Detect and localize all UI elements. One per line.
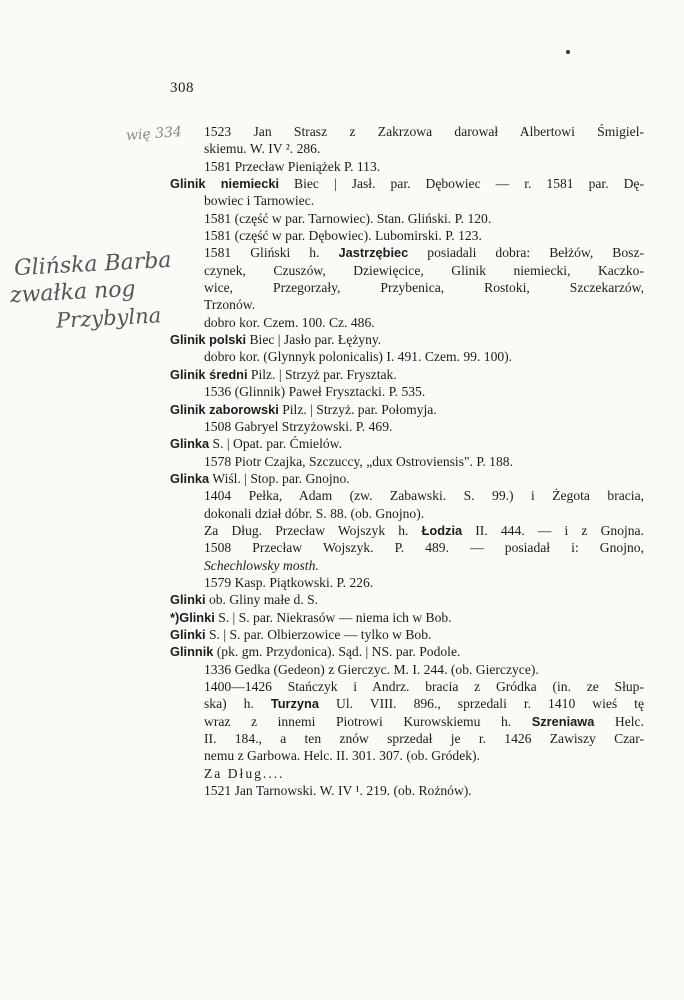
place-name: Glinki [170,626,206,642]
place-entry [170,591,644,608]
record-entry [170,678,644,765]
coat-of-arms: Turzyna [270,696,319,712]
text-line: (pk. gm. Przydonica). Sąd. | NS. par. Podole. [213,644,461,660]
text-line: bowiec i Tarnowiec. [204,193,315,209]
place-name: Glinik polski [170,332,247,348]
text-line: Pilz. | Strzyż par. Frysztak. [247,366,397,382]
text-line: S. | S. par. Olbierzowice — tylko w Bob. [205,626,432,642]
text-line: 1581 (część w par. Tarnowiec). Stan. Gliński. P. 120. [204,210,492,226]
place-name: Glinik średni [170,366,248,382]
record-entry [170,244,644,313]
record-entry [170,418,644,435]
place-entry [170,609,644,626]
coat-of-arms: Łodzia [421,522,463,538]
place-entry [170,470,644,487]
italic-quote: Schechlowsky mosth. [204,557,319,573]
place-entry [170,401,644,418]
ink-dot [566,50,570,54]
text-line: 1400—1426 Stańczyk i Andrz. bracia z Gródka (in. ze Słup- [204,679,644,694]
text-line: wice, Przegorzały, Przybenica, Rostoki, Szczekarzów, [204,280,644,296]
text-line: nemu z Garbowa. Helc. II. 301. 307. (ob. Gródek). [204,748,480,764]
place-entry [170,643,644,660]
text-line: Biec | Jasło par. Łężyny. [246,332,382,348]
text-line: dokonali dział dóbr. S. 88. (ob. Gnojno). [204,505,425,521]
place-name: Glinik niemiecki [170,176,280,192]
record-entry [170,487,644,522]
record-entry [170,661,644,678]
record-entry [170,227,644,244]
text-line: Pilz. | Strzyż. par. Połomyja. [278,401,437,417]
record-entry [170,210,644,227]
text-fragment: Ul. VIII. 896., sprzedali r. 1410 wieś tę [319,696,644,712]
text-line: II. 184., a ten znów sprzedał je r. 1426 Zawiszy Czar- [204,731,644,747]
text-line: 1581 Przecław Pieniążek P. 113. [204,158,381,174]
text-line: Trzonów. [204,297,256,313]
record-entry [170,453,644,470]
text-line: S. | S. par. Niekrasów — niema ich w Bob. [214,609,452,625]
place-name: Glinka [170,470,210,486]
record-entry [170,782,644,799]
text-fragment: II. 444. — i z Gnojna. [462,522,644,538]
text-fragment: wraz z innemi Piotrowi Kurowskiemu h. [204,713,532,729]
text-line: dobro kor. (Glynnyk polonicalis) I. 491. Czem. 99. 100). [204,349,513,365]
text-fragment: ska) h. [204,696,271,712]
record-entry [170,539,644,574]
text-line: Wiśl. | Stop. par. Gnojno. [209,470,350,486]
text-line: 1523 Jan Strasz z Zakrzowa darował Albertowi Śmigiel- [204,124,644,139]
margin-note-handwritten: zwałka nog [9,276,137,309]
text-line: 1536 (Glinnik) Paweł Frysztacki. P. 535. [204,384,426,400]
place-entry [170,435,644,452]
place-entry [170,331,644,348]
place-name: Glinki [170,592,206,608]
text-line: Biec | Jasł. par. Dębowiec — r. 1581 par. Dę- [279,176,644,192]
record-entry [170,158,644,175]
text-line: czynek, Czuszów, Dziewięcice, Glinik niemiecki, Kaczko- [204,262,644,278]
margin-note-handwritten: Glińska Barba [13,247,173,282]
text-line: skiemu. W. IV ². 286. [204,141,321,157]
text-line: 1336 Gedka (Gedeon) z Gierczyc. M. I. 244. (ob. Gierczyce). [204,661,539,677]
record-entry [170,383,644,400]
text-line: 1508 Gabryel Strzyżowski. P. 469. [204,418,393,434]
place-name: Glinnik [170,644,214,660]
place-entry [170,626,644,643]
page-number: 308 [170,80,194,96]
margin-note-pencil: wię 334 [125,124,183,144]
place-name: *)Glinki [170,609,215,625]
place-name: Glinka [170,436,210,452]
text-line: Za Dług.... [204,765,285,781]
coat-of-arms: Jastrzębiec [338,245,409,261]
place-entry [170,175,644,210]
record-entry [170,522,644,539]
text-line: 1404 Pełka, Adam (zw. Zabawski. S. 99.) i Żegota bracia, [204,488,644,504]
text-fragment: 1581 Gliński h. [204,245,339,261]
record-entry [170,765,644,782]
text-line: 1579 Kasp. Piątkowski. P. 226. [204,574,374,590]
text-line: 1581 (część w par. Dębowiec). Lubomirski. P. 123. [204,228,482,244]
record-entry [170,348,644,365]
place-name: Glinik zaborowski [170,401,279,417]
text-line: dobro kor. Czem. 100. Cz. 486. [204,314,375,330]
text-line: S. | Opat. par. Ćmielów. [209,436,342,452]
text-fragment: Za Dług. Przecław Wojszyk h. [204,522,422,538]
text-line: 1521 Jan Tarnowski. W. IV ¹. 219. (ob. Rożnów). [204,783,472,799]
gazetteer-text [170,123,644,799]
text-line: ob. Gliny małe d. S. [205,592,319,608]
record-entry [170,574,644,591]
text-line: 1578 Piotr Czajka, Szczuccy, „dux Ostroviensis". P. 188. [204,453,513,469]
coat-of-arms: Szreniawa [531,713,595,729]
place-entry [170,366,644,383]
text-fragment: posiadali dobra: Bełżów, Bosz- [408,245,644,261]
record-entry [170,314,644,331]
text-line: 1508 Przecław Wojszyk. P. 489. — posiadał i: Gnojno, [204,540,644,556]
text-fragment: Helc. [594,713,644,729]
record-entry [170,123,644,158]
margin-note-handwritten: Przybylna [55,303,162,333]
